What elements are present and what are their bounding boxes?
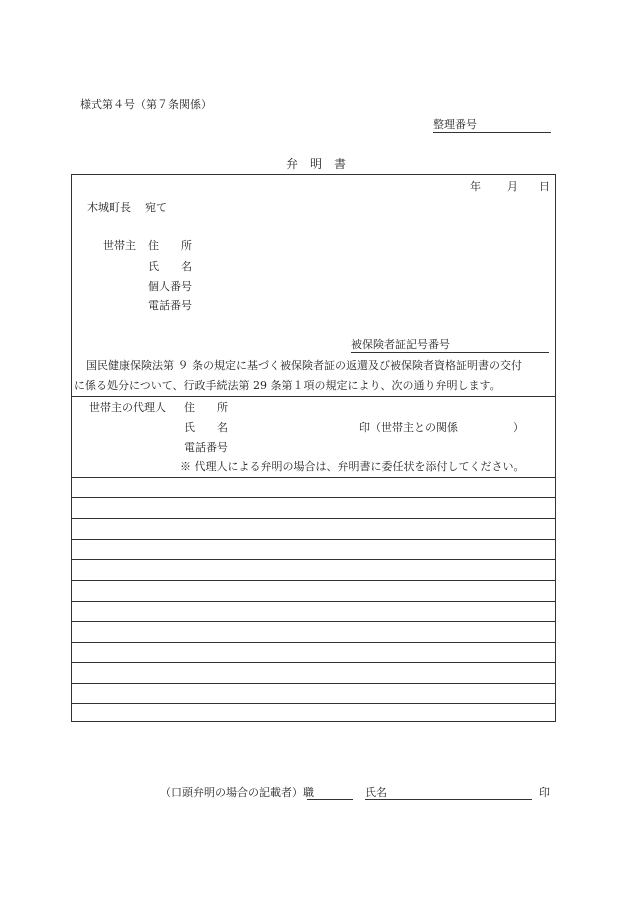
recorder-name-field[interactable] (365, 799, 532, 800)
agent-phone-label: 電話番号 (184, 441, 228, 454)
agent-name-label: 氏 名 (184, 421, 228, 434)
householder-phone-label: 電話番号 (148, 299, 192, 312)
insured-card-number-label: 被保険者証記号番号 (351, 338, 450, 351)
insured-card-number-field[interactable] (351, 339, 549, 353)
householder-address-label: 住 所 (148, 239, 192, 252)
ruled-line (72, 662, 555, 663)
ruled-line (72, 497, 555, 498)
statement-line-2: に係る処分について、行政手続法第 29 条第１項の規定により、次の通り弁明します。 (74, 379, 501, 392)
ruled-line (72, 477, 555, 478)
ruled-line (72, 703, 555, 704)
agent-heading: 世帯主の代理人 (89, 401, 166, 414)
ruled-line (72, 580, 555, 581)
date-day-label: 日 (539, 180, 550, 193)
statement-line-1: 国民健康保険法第 ９ 条の規定に基づく被保険者証の返還及び被保険者資格証明書の交付 (86, 359, 522, 372)
section-divider (72, 396, 555, 397)
ruled-line (72, 601, 555, 602)
ruled-line (72, 559, 555, 560)
date-month-label: 月 (507, 180, 518, 193)
position-field[interactable] (307, 799, 353, 800)
date-year-label: 年 (470, 180, 481, 193)
form-number-label: 様式第４号（第７条関係） (80, 98, 212, 111)
householder-heading: 世帯主 (103, 239, 136, 252)
recorder-name-label: 氏名 (365, 786, 387, 799)
agent-power-of-attorney-note: ※ 代理人による弁明の場合は、弁明書に委任状を添付してください。 (180, 460, 525, 473)
ruled-line (72, 539, 555, 540)
recorder-seal-label: 印 (539, 786, 550, 799)
ruled-line (72, 683, 555, 684)
reference-number-label: 整理番号 (433, 118, 477, 131)
reference-number-field[interactable] (433, 119, 551, 133)
document-title: 弁 明 書 (286, 157, 347, 171)
agent-address-label: 住 所 (184, 401, 228, 414)
ruled-line (72, 642, 555, 643)
ruled-line (72, 518, 555, 519)
addressee-name: 木城町長 (87, 201, 131, 214)
householder-individual-number-label: 個人番号 (148, 280, 192, 293)
ruled-line (72, 621, 555, 622)
form-box (71, 174, 556, 722)
agent-seal-relation: 印（世帯主との関係 ） (359, 421, 524, 434)
oral-statement-recorder-label: （口頭弁明の場合の記載者）職 (160, 786, 314, 799)
householder-name-label: 氏 名 (148, 260, 192, 273)
addressee-suffix: 宛て (145, 201, 167, 214)
